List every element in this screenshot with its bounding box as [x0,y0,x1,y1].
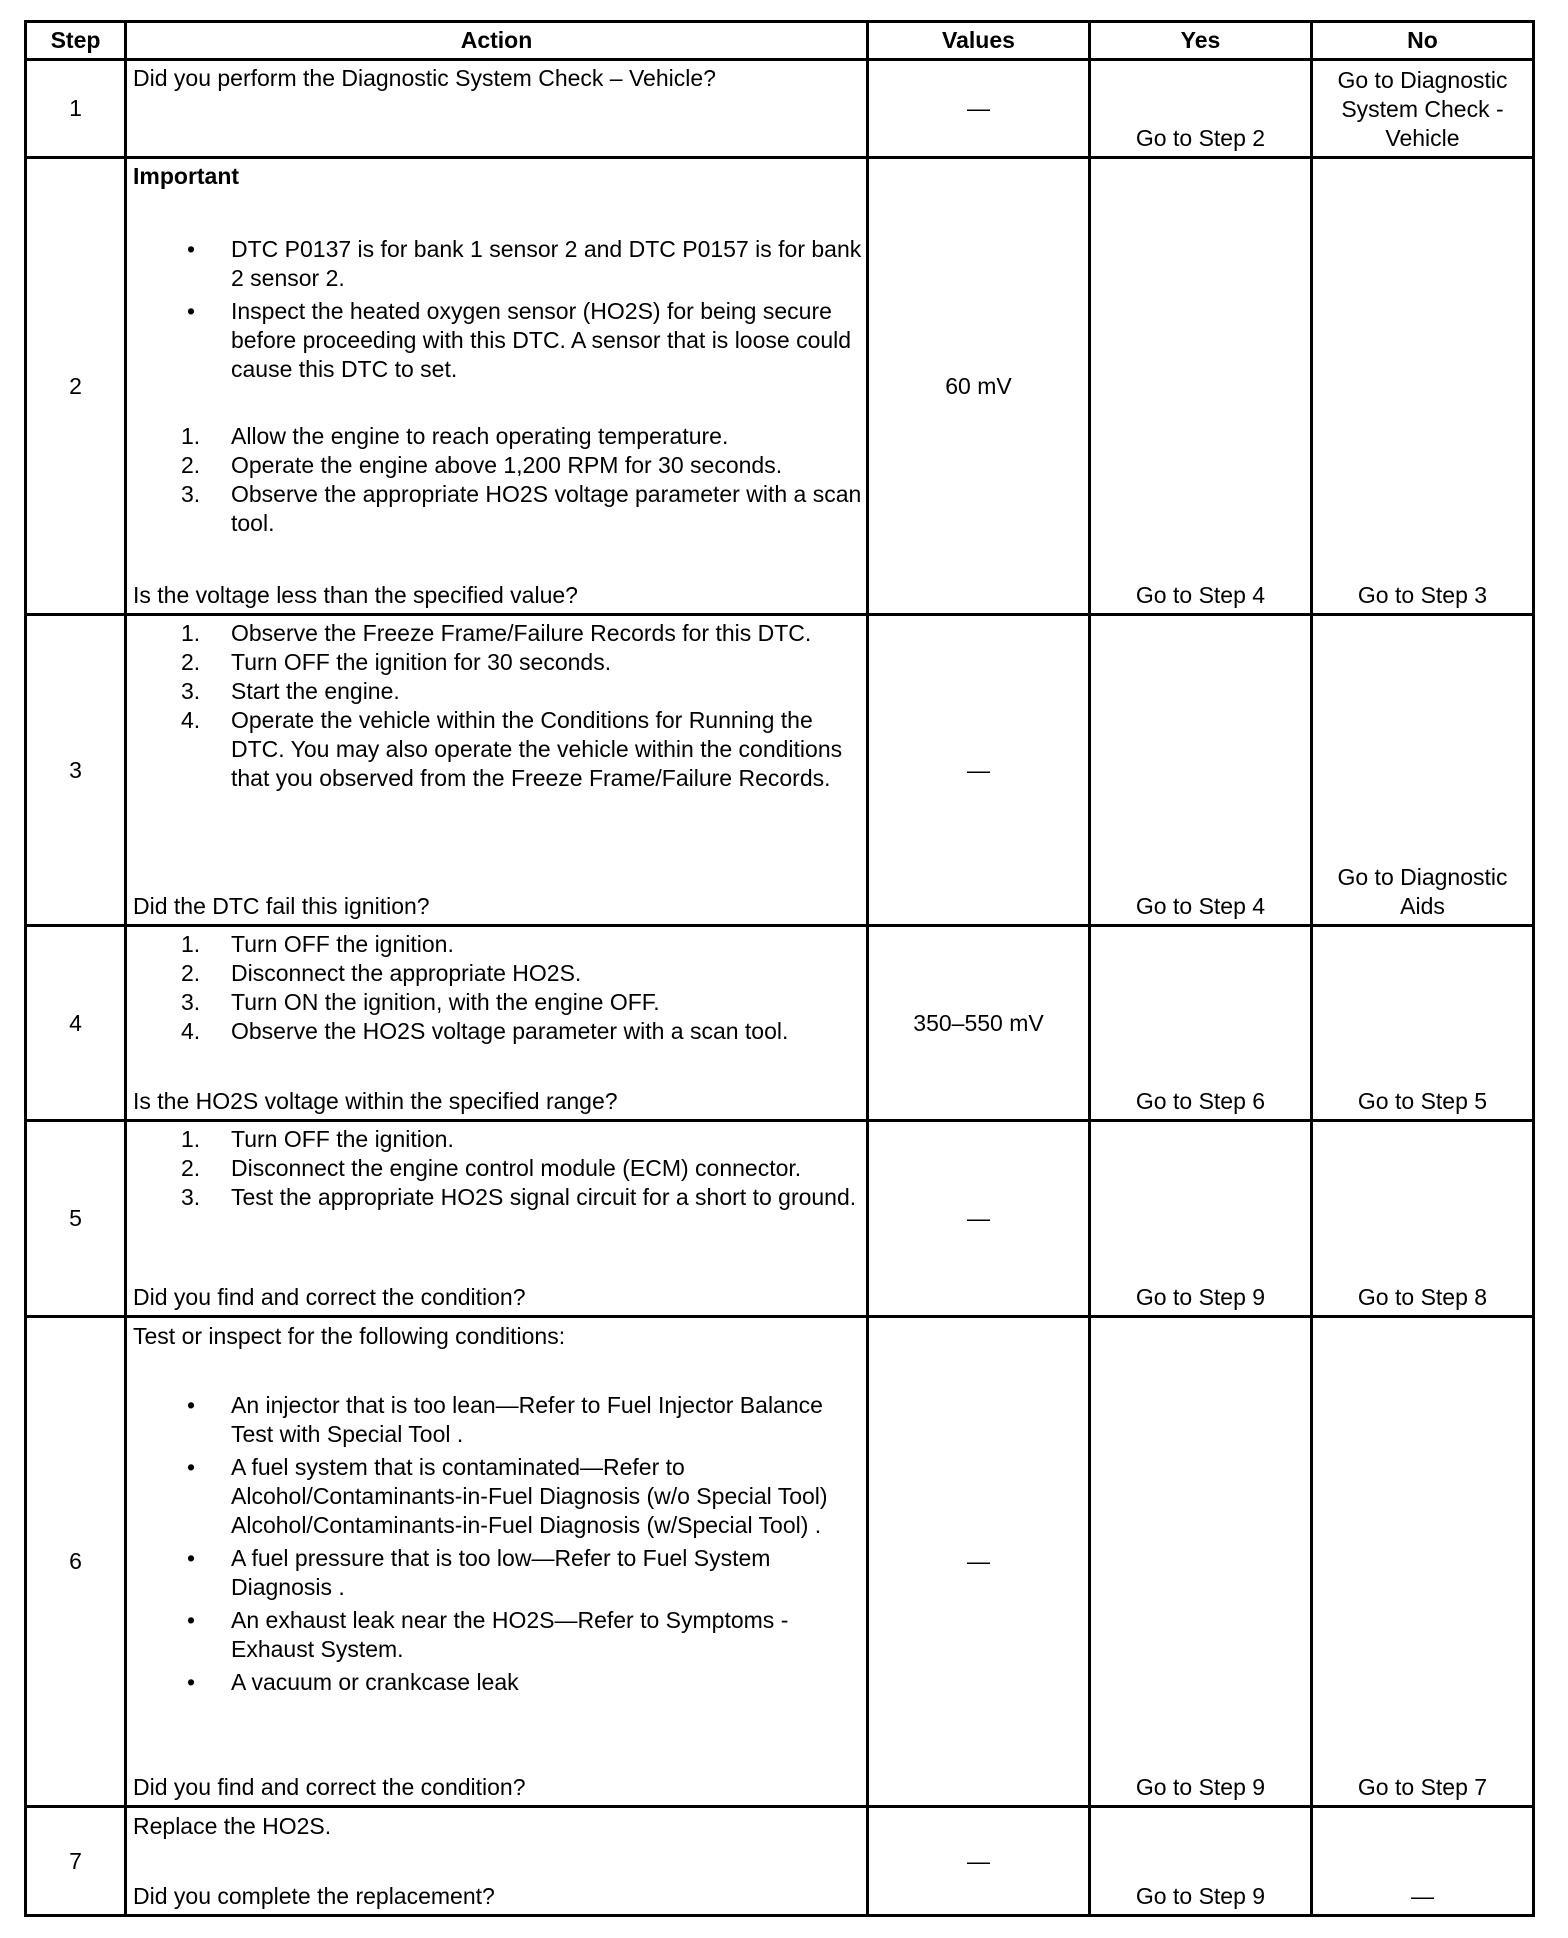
list-item: • A fuel system that is contaminated—Refer to Alcohol/Contaminants-in-Fuel Diagnosis (w/o Special Tool) Alcohol/Contaminants-in-Fuel Diagnosis (w/Special Tool) . [187,1454,828,1538]
header-yes: Yes [1090,22,1312,60]
yes-link[interactable]: Go to Step 4 [1090,158,1312,615]
table-row [26,1317,1534,1807]
no-link[interactable]: Go to Step 3 [1312,158,1534,615]
list-item: 2. Disconnect the engine control module (ECM) connector. [181,1155,802,1181]
table-row [26,1121,1534,1317]
list-item: 2. Turn OFF the ignition for 30 seconds. [181,649,612,675]
action-cell [126,158,868,615]
no-link[interactable]: Go to Step 8 [1312,1121,1534,1317]
yes-link[interactable]: Go to Step 9 [1090,1317,1312,1807]
list-item: • A fuel pressure that is too low—Refer to Fuel System Diagnosis . [187,1545,771,1600]
value-cell: — [868,1121,1090,1317]
step-number: 1 [26,60,126,158]
table-row [26,1807,1534,1916]
list-item: 1. Turn OFF the ignition. [181,931,454,957]
step-number: 7 [26,1807,126,1916]
important-heading: Important [133,163,240,189]
action-question: Did the DTC fail this ignition? [133,893,430,919]
list-item: • A vacuum or crankcase leak [187,1669,519,1695]
yes-link[interactable]: Go to Step 9 [1090,1121,1312,1317]
no-link[interactable]: Go to Step 5 [1312,926,1534,1121]
action-question: Did you perform the Diagnostic System Check – Vehicle? [133,65,716,91]
value-cell: — [868,615,1090,926]
bullet-icon: • [187,1607,196,1633]
numbered-list [133,422,862,538]
value-cell: — [868,1807,1090,1916]
list-item: • Inspect the heated oxygen sensor (HO2S) for being secure before proceeding with this DTC. A sensor that is loose could cause this DTC to set. [187,298,852,382]
step-number: 5 [26,1121,126,1317]
step-number: 6 [26,1317,126,1807]
step-number: 3 [26,615,126,926]
action-cell [126,1807,868,1916]
bullet-icon: • [187,1669,196,1695]
yes-link[interactable]: Go to Step 6 [1090,926,1312,1121]
table-row [26,60,1534,158]
action-cell [126,926,868,1121]
value-cell: 60 mV [868,158,1090,615]
no-value: — [1312,1807,1534,1916]
bullet-icon: • [187,298,196,324]
action-lead: Test or inspect for the following conditions: [133,1323,566,1349]
bullet-icon: • [187,1545,196,1571]
list-item: 4. Observe the HO2S voltage parameter with a scan tool. [181,1018,789,1044]
list-item: • An exhaust leak near the HO2S—Refer to Symptoms - Exhaust System. [187,1607,789,1662]
value-cell: — [868,60,1090,158]
step-number: 4 [26,926,126,1121]
header-action: Action [126,22,868,60]
no-link[interactable]: Go to Step 7 [1312,1317,1534,1807]
list-item: 3. Turn ON the ignition, with the engine OFF. [181,989,660,1015]
action-cell [126,1121,868,1317]
numbered-list [133,1125,862,1212]
diagnostic-table [24,20,1535,1917]
step-number: 2 [26,158,126,615]
list-item: 1. Allow the engine to reach operating temperature. [181,423,729,449]
value-cell: 350–550 mV [868,926,1090,1121]
value-cell: — [868,1317,1090,1807]
action-question: Did you find and correct the condition? [133,1774,526,1800]
numbered-list [133,619,862,793]
no-link[interactable]: Go to Diagnostic Aids [1312,615,1534,926]
yes-link[interactable]: Go to Step 2 [1090,60,1312,158]
table-row [26,615,1534,926]
table-row [26,158,1534,615]
yes-link[interactable]: Go to Step 4 [1090,615,1312,926]
list-item: 4. Operate the vehicle within the Conditions for Running the DTC. You may also operate the vehicle within the conditions that you observed from the Freeze Frame/Failure Records. [181,707,843,791]
bullet-icon: • [187,1454,196,1480]
bullet-icon: • [187,236,196,262]
bullet-icon: • [187,1392,196,1418]
list-item: 2. Disconnect the appropriate HO2S. [181,960,582,986]
header-step: Step [26,22,126,60]
action-question: Is the HO2S voltage within the specified range? [133,1088,618,1114]
header-no: No [1312,22,1534,60]
table-row [26,926,1534,1121]
action-question: Did you complete the replacement? [133,1883,495,1909]
yes-link[interactable]: Go to Step 9 [1090,1807,1312,1916]
list-item: 3. Start the engine. [181,678,400,704]
bullet-list [133,1391,862,1697]
action-cell [126,60,868,158]
numbered-list [133,930,862,1046]
list-item: • DTC P0137 is for bank 1 sensor 2 and DTC P0157 is for bank 2 sensor 2. [187,236,862,291]
no-link[interactable]: Go to Diagnostic System Check - Vehicle [1312,60,1534,158]
list-item: 3. Observe the appropriate HO2S voltage parameter with a scan tool. [181,481,862,536]
bullet-list [133,235,862,384]
list-item: • An injector that is too lean—Refer to Fuel Injector Balance Test with Special Tool . [187,1392,823,1447]
list-item: 1. Observe the Freeze Frame/Failure Records for this DTC. [181,620,812,646]
action-lead: Replace the HO2S. [133,1813,332,1839]
list-item: 1. Turn OFF the ignition. [181,1126,454,1152]
action-question: Is the voltage less than the specified value? [133,582,578,608]
action-cell [126,1317,868,1807]
header-values: Values [868,22,1090,60]
list-item: 3. Test the appropriate HO2S signal circuit for a short to ground. [181,1184,857,1210]
list-item: 2. Operate the engine above 1,200 RPM for 30 seconds. [181,452,783,478]
header-row [26,22,1534,60]
action-question: Did you find and correct the condition? [133,1284,526,1310]
action-cell [126,615,868,926]
